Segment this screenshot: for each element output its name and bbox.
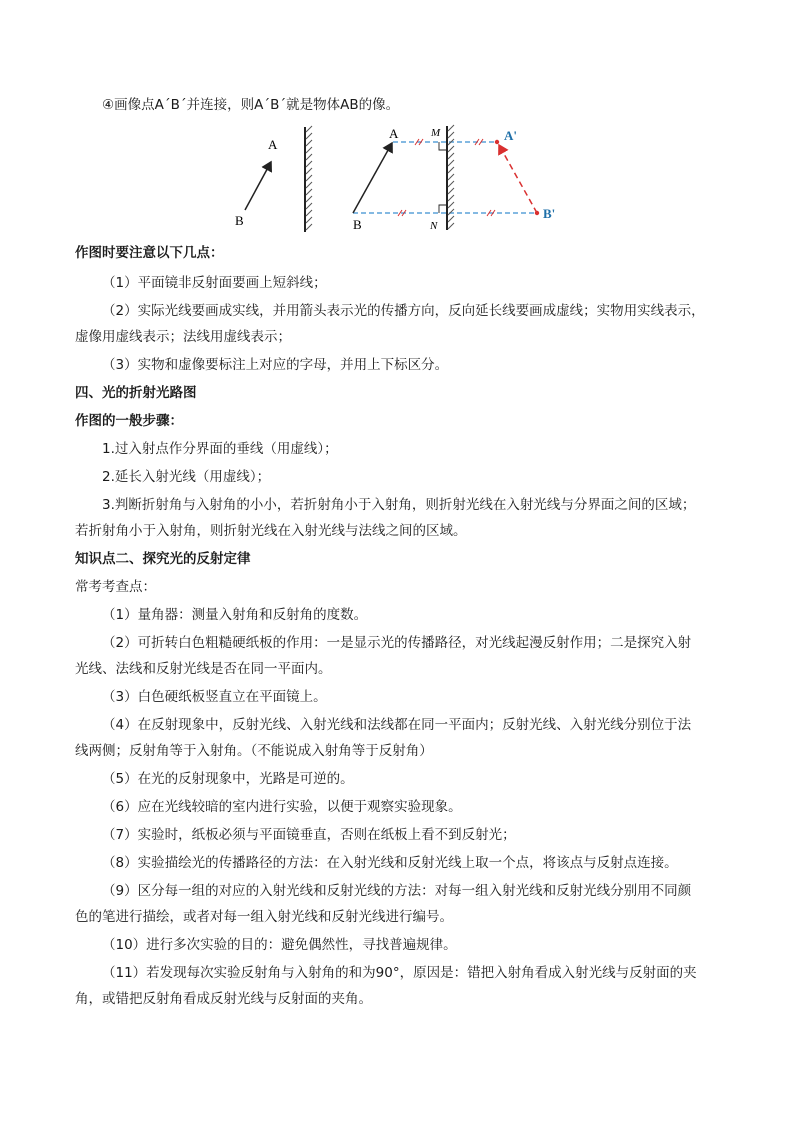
image-arrow-ab-prime <box>499 145 537 213</box>
section-heading: 四、光的折射光路图 <box>75 385 197 401</box>
mirror-left <box>305 126 312 232</box>
text-line: （4）在反射现象中，反射光线、入射光线和法线都在同一平面内；反射光线、入射光线分别位于法 <box>102 717 692 733</box>
text-line: 常考考查点： <box>75 579 156 595</box>
right-angle-marks <box>439 142 447 213</box>
text-line: （8）实验描绘光的传播路径的方法：在入射光线和反射光线上取一个点，将该点与反射点连接。 <box>102 855 678 871</box>
text-line: 3.判断折射角与入射角的小小，若折射角小于入射角，则折射光线在入射光线与分界面之间的区域； <box>102 497 696 513</box>
label-b-left: B <box>235 213 244 228</box>
section-heading: 知识点二、探究光的反射定律 <box>75 551 251 567</box>
label-n: N <box>430 220 438 232</box>
text-line: 2.延长入射光线（用虚线）； <box>102 469 271 485</box>
label-a-prime: A' <box>504 128 517 143</box>
text-line: （11）若发现每次实验反射角与入射角的和为90°，原因是：错把入射角看成入射光线与反射面的夹 <box>102 965 697 981</box>
text-line: 虚像用虚线表示；法线用虚线表示； <box>75 329 291 345</box>
text-line: 角，或错把反射角看成反射光线与反射面的夹角。 <box>75 991 372 1007</box>
text-line: （9）区分每一组的对应的入射光线和反射光线的方法：对每一组入射光线和反射光线分别用不同颜 <box>102 883 692 899</box>
text-line: （1）平面镜非反射面要画上短斜线； <box>102 275 327 291</box>
text-line: ④画像点A´B´并连接，则A´B´就是物体AB的像。 <box>102 97 400 113</box>
text-line: （1）量角器：测量入射角和反射角的度数。 <box>102 607 368 623</box>
text-line: （10）进行多次实验的目的：避免偶然性，寻找普遍规律。 <box>102 937 457 953</box>
text-line: （3）实物和虚像要标注上对应的字母，并用上下标区分。 <box>102 357 449 373</box>
object-arrow-ab <box>245 162 271 210</box>
right-subfigure <box>353 125 555 232</box>
label-a-left: A <box>268 137 278 152</box>
text-line: 线两侧；反射角等于入射角。（不能说成入射角等于反射角） <box>75 743 433 759</box>
text-line: （3）白色硬纸板竖直立在平面镜上。 <box>102 689 327 705</box>
text-line: （7）实验时，纸板必须与平面镜垂直，否则在纸板上看不到反射光； <box>102 827 516 843</box>
label-b-right: B <box>353 217 362 232</box>
text-line: 色的笔进行描绘，或者对每一组入射光线和反射光线进行编号。 <box>75 909 453 925</box>
object-arrow-ab-right <box>353 143 392 213</box>
section-heading: 作图时要注意以下几点： <box>75 245 224 261</box>
text-line: 光线、法线和反射光线是否在同一平面内。 <box>75 661 332 677</box>
text-line: （2）可折转白色粗糙硬纸板的作用：一是显示光的传播路径，对光线起漫反射作用；二是探究入射 <box>102 635 692 651</box>
text-line: （6）应在光线较暗的室内进行实验，以便于观察实验现象。 <box>102 799 462 815</box>
mirror-right <box>447 125 454 230</box>
left-subfigure <box>235 126 312 232</box>
text-line: 1.过入射点作分界面的垂线（用虚线）； <box>102 441 338 457</box>
text-line: （2）实际光线要画成实线，并用箭头表示光的传播方向，反向延长线要画成虚线；实物用实线表示， <box>102 303 705 319</box>
section-heading: 作图的一般步骤： <box>75 413 183 429</box>
label-a-right: A <box>389 126 399 141</box>
text-line: 若折射角小于入射角，则折射光线在入射光线与法线之间的区域。 <box>75 523 467 539</box>
label-m: M <box>431 127 441 139</box>
label-b-prime: B' <box>543 206 555 221</box>
plane-mirror-imaging-figure <box>225 122 555 237</box>
text-line: （5）在光的反射现象中，光路是可逆的。 <box>102 771 354 787</box>
